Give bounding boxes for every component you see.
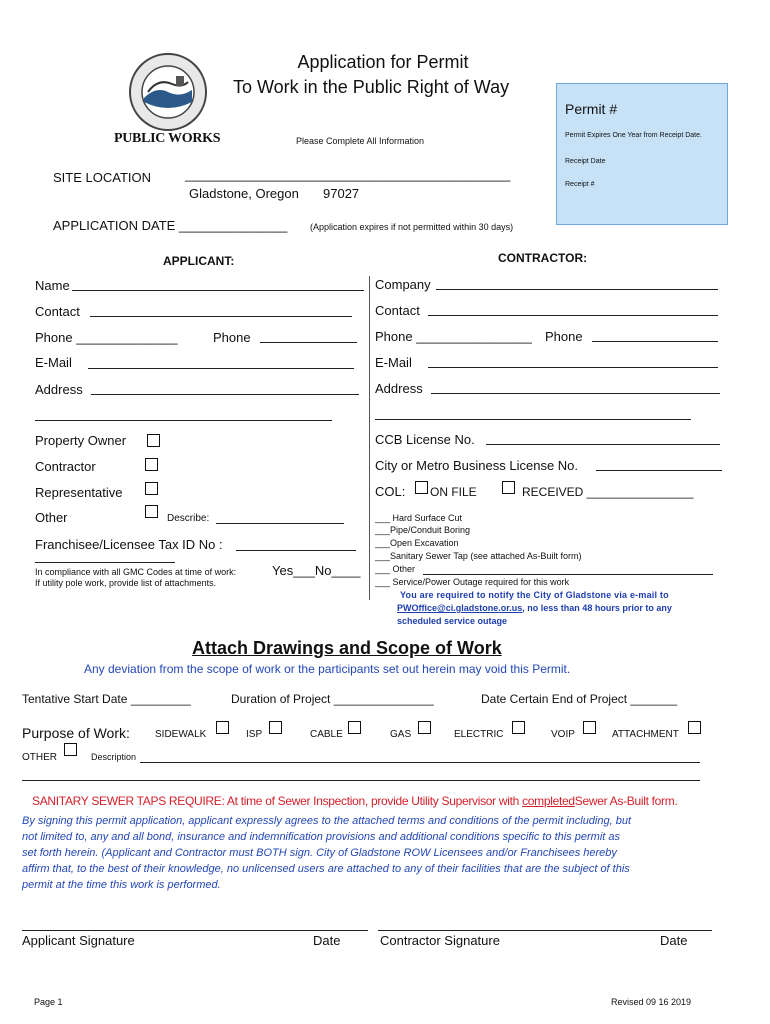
sewer-requirement-text2: Sewer As-Built form. xyxy=(574,794,678,808)
column-divider xyxy=(369,276,370,600)
work-type-other-field[interactable] xyxy=(423,574,713,575)
site-location-label: SITE LOCATION xyxy=(53,170,151,185)
contractor-email-label: E-Mail xyxy=(375,355,412,370)
other-role-checkbox[interactable] xyxy=(145,505,158,518)
receipt-date-label: Receipt Date xyxy=(565,158,606,165)
ccb-license-label: CCB License No. xyxy=(375,432,475,447)
describe-label: Describe: xyxy=(167,513,210,524)
contractor-address-field-2[interactable] xyxy=(375,419,691,420)
contractor-role-label: Contractor xyxy=(35,459,96,474)
receipt-number-label: Receipt # xyxy=(565,181,595,188)
agreement-line-3: set forth herein. (Applicant and Contractor must BOTH sign. City of Gladstone ROW Licensees and/or Franchisees hereby xyxy=(22,847,617,859)
purpose-voip-checkbox[interactable] xyxy=(583,721,596,734)
other-role-label: Other xyxy=(35,510,68,525)
work-type-hard-surface[interactable]: ___ Hard Surface Cut xyxy=(375,513,463,523)
scope-heading: Attach Drawings and Scope of Work xyxy=(192,638,502,658)
work-type-other[interactable]: ___ Other xyxy=(375,564,416,574)
purpose-other-checkbox[interactable] xyxy=(64,743,77,756)
contractor-email-field[interactable] xyxy=(428,367,718,368)
work-type-sewer-tap[interactable]: ___Sanitary Sewer Tap (see attached As-Built form) xyxy=(375,551,582,561)
notify-text-1: You are required to notify the City of Gladstone via e-mail to xyxy=(400,590,669,600)
contractor-phone2-label: Phone xyxy=(545,329,583,344)
application-date-note: (Application expires if not permitted within 30 days) xyxy=(310,222,514,232)
scope-deviation-warning: Any deviation from the scope of work or the participants set out herein may void this Permit. xyxy=(84,662,571,676)
contractor-contact-label: Contact xyxy=(375,303,420,318)
gmc-yes-no-field[interactable]: Yes___No____ xyxy=(272,563,361,578)
complete-instruction: Please Complete All Information xyxy=(296,136,425,146)
purpose-electric-label: ELECTRIC xyxy=(454,729,504,740)
business-license-label: City or Metro Business License No. xyxy=(375,458,579,473)
applicant-address-label: Address xyxy=(35,382,83,397)
page-title-line2: To Work in the Public Right of Way xyxy=(233,77,510,97)
site-location-field[interactable]: _____________________________________________ xyxy=(185,167,511,182)
purpose-of-work-label: Purpose of Work: xyxy=(22,725,130,741)
contractor-address-label: Address xyxy=(375,381,423,396)
applicant-address-field-2[interactable] xyxy=(35,420,332,421)
purpose-gas-label: GAS xyxy=(390,729,412,740)
contractor-company-label: Company xyxy=(375,277,431,292)
representative-checkbox[interactable] xyxy=(145,482,158,495)
project-duration[interactable]: Duration of Project _______________ xyxy=(231,692,434,706)
application-date-field[interactable]: APPLICATION DATE _______________ xyxy=(53,218,288,233)
description-label: Description xyxy=(91,752,137,762)
applicant-phone2-field[interactable] xyxy=(260,342,357,343)
applicant-signature-label: Applicant Signature xyxy=(22,933,135,948)
applicant-address-field[interactable] xyxy=(91,394,359,395)
page-number: Page 1 xyxy=(34,997,63,1007)
utility-pole-note: If utility pole work, provide list of attachments. xyxy=(35,578,217,588)
franchisee-tax-id-label: Franchisee/Licensee Tax ID No : xyxy=(35,537,223,552)
description-field-2[interactable] xyxy=(22,780,700,781)
end-date[interactable]: Date Certain End of Project _______ xyxy=(481,692,678,706)
permit-expires-note: Permit Expires One Year from Receipt Date. xyxy=(565,132,702,139)
page-title-line1: Application for Permit xyxy=(297,52,469,72)
business-license-field[interactable] xyxy=(596,470,722,471)
ccb-license-field[interactable] xyxy=(486,444,720,445)
purpose-sidewalk-label: SIDEWALK xyxy=(155,729,207,740)
applicant-email-label: E-Mail xyxy=(35,355,72,370)
property-owner-label: Property Owner xyxy=(35,433,127,448)
purpose-isp-checkbox[interactable] xyxy=(269,721,282,734)
applicant-name-field[interactable] xyxy=(72,290,364,291)
sewer-requirement-completed: completed xyxy=(522,794,575,808)
col-received-label: RECEIVED ________________ xyxy=(522,485,694,499)
applicant-name-label: Name xyxy=(35,278,70,293)
purpose-attachment-label: ATTACHMENT xyxy=(612,729,679,740)
property-owner-checkbox[interactable] xyxy=(147,434,160,447)
purpose-electric-checkbox[interactable] xyxy=(512,721,525,734)
permit-number-label: Permit # xyxy=(565,101,618,117)
sewer-requirement-lead: SANITARY SEWER TAPS REQUIRE: xyxy=(32,794,225,808)
purpose-other-label: OTHER xyxy=(22,752,57,763)
pw-office-email-link[interactable]: PWOffice@ci.gladstone.or.us xyxy=(397,603,523,613)
permit-office-box xyxy=(556,83,728,225)
franchisee-extra-line xyxy=(35,562,175,563)
sewer-requirement-text1: At time of Sewer Inspection, provide Utility Supervisor with xyxy=(226,794,520,808)
applicant-contact-label: Contact xyxy=(35,304,80,319)
col-on-file-checkbox[interactable] xyxy=(415,481,428,494)
representative-label: Representative xyxy=(35,485,123,500)
site-city: Gladstone, Oregon xyxy=(189,186,299,201)
revision-date: Revised 09 16 2019 xyxy=(611,997,692,1007)
col-on-file-label: ON FILE xyxy=(430,485,477,499)
contractor-phone2-field[interactable] xyxy=(592,341,718,342)
applicant-date-label: Date xyxy=(313,933,341,948)
purpose-voip-label: VOIP xyxy=(551,729,575,740)
agreement-line-2: not limited to, any and all bond, insurance and indemnification provisions and additional conditions specific to this permit as xyxy=(22,831,621,843)
purpose-cable-label: CABLE xyxy=(310,729,343,740)
applicant-heading: APPLICANT: xyxy=(163,254,235,268)
work-type-outage[interactable]: ___ Service/Power Outage required for this work xyxy=(375,577,570,587)
contractor-date-label: Date xyxy=(660,933,688,948)
applicant-email-field[interactable] xyxy=(88,368,354,369)
agreement-line-4: affirm that, to the best of their knowledge, no unlicensed users are attached to any of their facilities that are the subject of this xyxy=(22,863,630,875)
public-works-logo: PUBLIC WORKS xyxy=(114,131,221,146)
contractor-role-checkbox[interactable] xyxy=(145,458,158,471)
work-type-excavation[interactable]: ___Open Excavation xyxy=(375,538,459,548)
site-zip: 97027 xyxy=(323,186,360,201)
purpose-attachment-checkbox[interactable] xyxy=(688,721,701,734)
work-type-boring[interactable]: ___Pipe/Conduit Boring xyxy=(375,525,471,535)
contractor-signature-field[interactable] xyxy=(378,930,712,931)
applicant-phone2-label: Phone xyxy=(213,330,251,345)
contractor-heading: CONTRACTOR: xyxy=(498,251,588,265)
notify-line-2 xyxy=(397,603,672,613)
purpose-cable-checkbox[interactable] xyxy=(348,721,361,734)
contractor-contact-field[interactable] xyxy=(428,315,718,316)
franchisee-tax-id-field[interactable] xyxy=(236,550,356,551)
applicant-signature-field[interactable] xyxy=(22,930,368,931)
col-label: COL: xyxy=(375,484,406,499)
contractor-company-field[interactable] xyxy=(436,289,718,290)
contractor-phone1-label: Phone ________________ xyxy=(375,329,532,344)
notify-text-3: scheduled service outage xyxy=(397,616,508,626)
purpose-sidewalk-checkbox[interactable] xyxy=(216,721,229,734)
applicant-contact-field[interactable] xyxy=(90,316,352,317)
description-field[interactable] xyxy=(140,762,700,763)
applicant-phone1-label: Phone ______________ xyxy=(35,330,178,345)
tentative-start-date[interactable]: Tentative Start Date _________ xyxy=(22,692,191,706)
describe-field[interactable] xyxy=(216,523,344,524)
gmc-compliance-label: In compliance with all GMC Codes at time of work: xyxy=(35,567,237,577)
contractor-signature-label: Contractor Signature xyxy=(380,933,500,948)
purpose-gas-checkbox[interactable] xyxy=(418,721,431,734)
purpose-isp-label: ISP xyxy=(246,729,263,740)
sewer-requirement xyxy=(32,794,677,808)
contractor-address-field[interactable] xyxy=(431,393,720,394)
notify-text-2: , no less than 48 hours prior to any xyxy=(522,603,672,613)
col-received-checkbox[interactable] xyxy=(502,481,515,494)
agreement-line-5: permit at the time this work is performed. xyxy=(22,879,221,891)
agreement-line-1: By signing this permit application, applicant expressly agrees to the attached terms and conditions of the permit including, but xyxy=(22,815,632,827)
